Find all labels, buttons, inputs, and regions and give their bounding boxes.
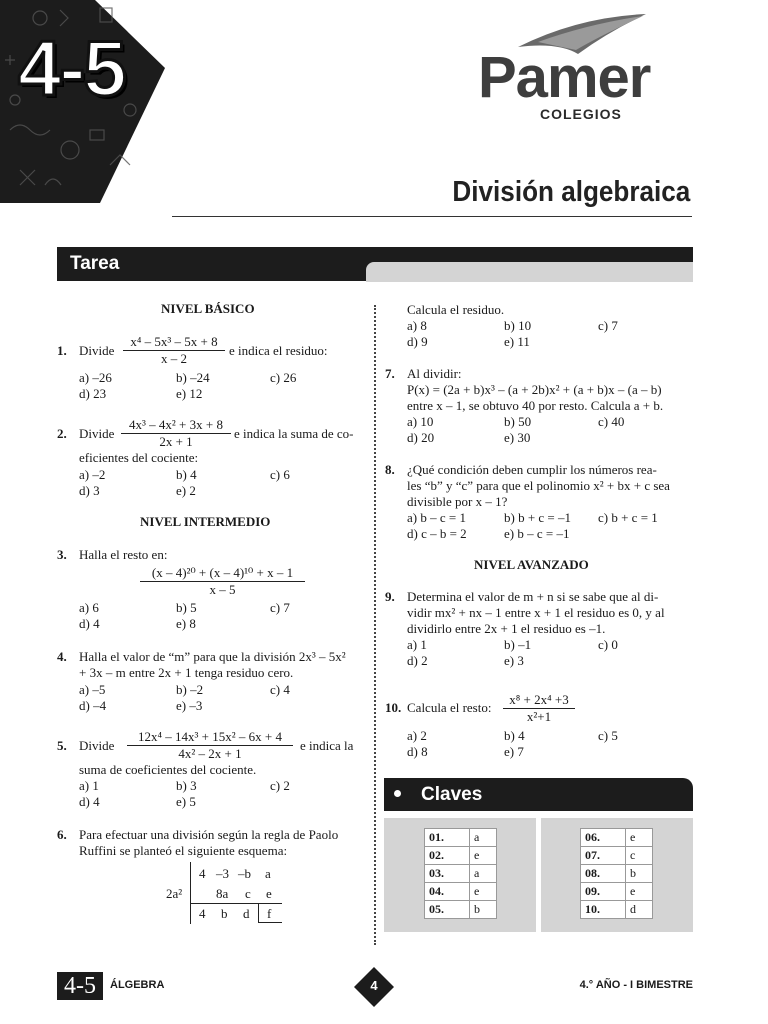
table-row	[425, 901, 497, 919]
fraction-numerator: x⁴ – 5x³ – 5x + 8	[123, 334, 225, 351]
question-number: 1.	[57, 343, 67, 358]
ruffini-vertical-line	[190, 862, 191, 924]
answer-number: 09.	[581, 883, 626, 901]
fraction	[123, 334, 225, 367]
question-text: e indica la suma de co-	[234, 426, 354, 441]
answer-number: 07.	[581, 847, 626, 865]
option: a) –5	[79, 682, 106, 697]
table-row	[581, 901, 653, 919]
fraction-denominator: 2x + 1	[159, 434, 193, 449]
option: e) b – c = –1	[504, 526, 570, 541]
option: a) 8	[407, 318, 427, 333]
answer-number: 10.	[581, 901, 626, 919]
level-heading-basic: NIVEL BÁSICO	[161, 301, 255, 316]
option: a) 10	[407, 414, 434, 429]
option: d) 4	[79, 794, 100, 809]
option: e) –3	[176, 698, 203, 713]
option: e) 5	[176, 794, 196, 809]
option: e) 7	[504, 744, 524, 759]
option: a) b – c = 1	[407, 510, 466, 525]
option: d) 20	[407, 430, 435, 445]
section-bar-accent	[366, 262, 693, 282]
option: c) 5	[598, 728, 618, 743]
footer-grade: 4-5	[57, 972, 103, 1000]
option: b) 50	[504, 414, 532, 429]
brand-logo: Pamer	[478, 45, 651, 110]
question-text: Halla el resto en:	[79, 547, 168, 562]
bullet-icon	[394, 790, 401, 797]
ruffini-coef: 4	[199, 906, 206, 921]
option: d) 4	[79, 616, 100, 631]
option: e) 12	[176, 386, 203, 401]
answer-number: 04.	[425, 883, 470, 901]
ruffini-residue-line	[258, 904, 259, 923]
fraction	[140, 565, 305, 598]
option: c) 40	[598, 414, 625, 429]
answer-value: a	[470, 865, 497, 883]
question-text: Determina el valor de m + n si se sabe que al di-	[407, 589, 659, 604]
answer-key-table-left	[424, 828, 497, 919]
table-row	[581, 847, 653, 865]
option: d) –4	[79, 698, 107, 713]
option: b) 4	[504, 728, 525, 743]
answer-value: e	[470, 883, 497, 901]
answer-number: 06.	[581, 829, 626, 847]
answer-number: 02.	[425, 847, 470, 865]
answer-key-title: Claves	[421, 784, 483, 805]
table-row	[581, 883, 653, 901]
answer-value: e	[626, 829, 653, 847]
question-text: ¿Qué condición deben cumplir los números rea-	[407, 462, 657, 477]
question-number: 7.	[385, 366, 395, 381]
question-number: 4.	[57, 649, 67, 664]
column-divider	[374, 305, 376, 945]
table-row	[425, 847, 497, 865]
answer-number: 08.	[581, 865, 626, 883]
option: b) 4	[176, 467, 197, 482]
table-row	[425, 865, 497, 883]
question-text: Calcula el resto:	[407, 700, 492, 715]
ruffini-horizontal-line	[190, 903, 282, 904]
ruffini-residue-line	[258, 922, 282, 923]
fraction-denominator: x – 2	[161, 351, 187, 366]
option: c) 26	[270, 370, 297, 385]
option: d) 3	[79, 483, 100, 498]
option: d) 9	[407, 334, 428, 349]
fraction-numerator: 12x⁴ – 14x³ + 15x² – 6x + 4	[127, 729, 293, 746]
fraction-numerator: 4x³ – 4x² + 3x + 8	[121, 417, 231, 434]
option: c) 7	[598, 318, 618, 333]
question-text: e indica la	[300, 738, 354, 753]
answer-value: a	[470, 829, 497, 847]
question-text: Divide	[79, 426, 115, 441]
answer-value: c	[626, 847, 653, 865]
question-text: suma de coeficientes del cociente.	[79, 762, 257, 777]
question-text: Calcula el residuo.	[407, 302, 505, 317]
option: e) 30	[504, 430, 531, 445]
option: d) 8	[407, 744, 428, 759]
grade-title: 4-5	[18, 24, 125, 112]
ruffini-coef: –b	[238, 866, 251, 881]
question-text: Halla el valor de “m” para que la división 2x³ – 5x²	[79, 649, 346, 664]
ruffini-coef: 4	[199, 866, 206, 881]
question-text: Ruffini se planteó el siguiente esquema:	[79, 843, 288, 858]
question-text: + 3x – m entre 2x + 1 tenga residuo cero.	[79, 665, 294, 680]
page-number	[354, 967, 394, 1007]
option: c) 0	[598, 637, 618, 652]
answer-key-table-right	[580, 828, 653, 919]
question-number: 9.	[385, 589, 395, 604]
question-text: Al dividir:	[407, 366, 462, 381]
ruffini-coef: b	[221, 906, 228, 921]
fraction-numerator: (x – 4)²⁰ + (x – 4)¹⁰ + x – 1	[140, 565, 305, 582]
question-text: eficientes del cociente:	[79, 450, 199, 465]
question-text: Para efectuar una división según la regla de Paolo	[79, 827, 339, 842]
option: a) 1	[79, 778, 99, 793]
option: c) 7	[270, 600, 290, 615]
ruffini-divisor: 2a²	[166, 886, 183, 901]
question-number: 2.	[57, 426, 67, 441]
fraction	[121, 417, 231, 450]
answer-value: e	[470, 847, 497, 865]
question-number: 6.	[57, 827, 67, 842]
answer-value: b	[470, 901, 497, 919]
fraction-numerator: x⁸ + 2x⁴ +3	[503, 692, 575, 709]
answer-number: 05.	[425, 901, 470, 919]
question-text: P(x) = (2a + b)x³ – (a + 2b)x² + (a + b)x – (a – b)	[407, 382, 662, 397]
level-heading-intermediate: NIVEL INTERMEDIO	[140, 514, 271, 529]
question-text: e indica el residuo:	[229, 343, 328, 358]
question-number: 10.	[385, 700, 402, 715]
option: e) 11	[504, 334, 530, 349]
question-text: divisible por x – 1?	[407, 494, 508, 509]
option: b) 10	[504, 318, 532, 333]
ruffini-coef: d	[243, 906, 250, 921]
option: a) 2	[407, 728, 427, 743]
grade-badge	[0, 0, 165, 203]
ruffini-coef: f	[267, 906, 272, 921]
option: b) b + c = –1	[504, 510, 572, 525]
fraction	[127, 729, 293, 762]
option: e) 2	[176, 483, 196, 498]
option: d) 23	[79, 386, 107, 401]
table-row	[425, 883, 497, 901]
ruffini-coef: e	[266, 886, 272, 901]
answer-number: 01.	[425, 829, 470, 847]
question-number: 8.	[385, 462, 395, 477]
option: a) –2	[79, 467, 106, 482]
fraction	[503, 692, 575, 725]
option: d) c – b = 2	[407, 526, 467, 541]
fraction-denominator: x²+1	[526, 709, 552, 724]
option: e) 3	[504, 653, 524, 668]
question-text: Divide	[79, 738, 115, 753]
answer-value: d	[626, 901, 653, 919]
option: b) –1	[504, 637, 532, 652]
answer-value: e	[626, 883, 653, 901]
question-number: 5.	[57, 738, 67, 753]
option: b) 5	[176, 600, 197, 615]
fraction-denominator: x – 5	[209, 582, 236, 597]
option: b) –2	[176, 682, 204, 697]
table-row	[581, 829, 653, 847]
question-text: les “b” y “c” para que el polinomio x² + bx + c sea	[407, 478, 670, 493]
question-text: vidir mx² + nx – 1 entre x + 1 el residuo es 0, y al	[407, 605, 665, 620]
fraction-denominator: 4x² – 2x + 1	[178, 746, 242, 761]
option: c) b + c = 1	[598, 510, 658, 525]
question-number: 3.	[57, 547, 67, 562]
level-heading-advanced: NIVEL AVANZADO	[474, 557, 589, 572]
title-divider	[172, 216, 692, 217]
ruffini-coef: 8a	[216, 886, 229, 901]
question-text: Divide	[79, 343, 115, 358]
option: c) 4	[270, 682, 290, 697]
footer-subject: ÁLGEBRA	[110, 979, 165, 991]
option: b) 3	[176, 778, 197, 793]
question-text: dividirlo entre 2x + 1 el residuo es –1.	[407, 621, 606, 636]
page-number-label: 4	[370, 978, 378, 993]
option: c) 6	[270, 467, 290, 482]
answer-value: b	[626, 865, 653, 883]
page-title: División algebraica	[452, 176, 690, 208]
option: a) –26	[79, 370, 112, 385]
table-row	[581, 865, 653, 883]
option: e) 8	[176, 616, 196, 631]
ruffini-coef: –3	[216, 866, 229, 881]
answer-number: 03.	[425, 865, 470, 883]
table-row	[425, 829, 497, 847]
question-text: entre x – 1, se obtuvo 40 por resto. Calcula a + b.	[407, 398, 664, 413]
footer-course-info: 4.° AÑO - I BIMESTRE	[579, 979, 693, 991]
option: b) –24	[176, 370, 210, 385]
option: c) 2	[270, 778, 290, 793]
option: a) 6	[79, 600, 99, 615]
ruffini-coef: a	[265, 866, 271, 881]
option: d) 2	[407, 653, 428, 668]
brand-subtitle: COLEGIOS	[540, 106, 622, 122]
option: a) 1	[407, 637, 427, 652]
ruffini-coef: c	[245, 886, 251, 901]
section-title: Tarea	[70, 253, 120, 274]
